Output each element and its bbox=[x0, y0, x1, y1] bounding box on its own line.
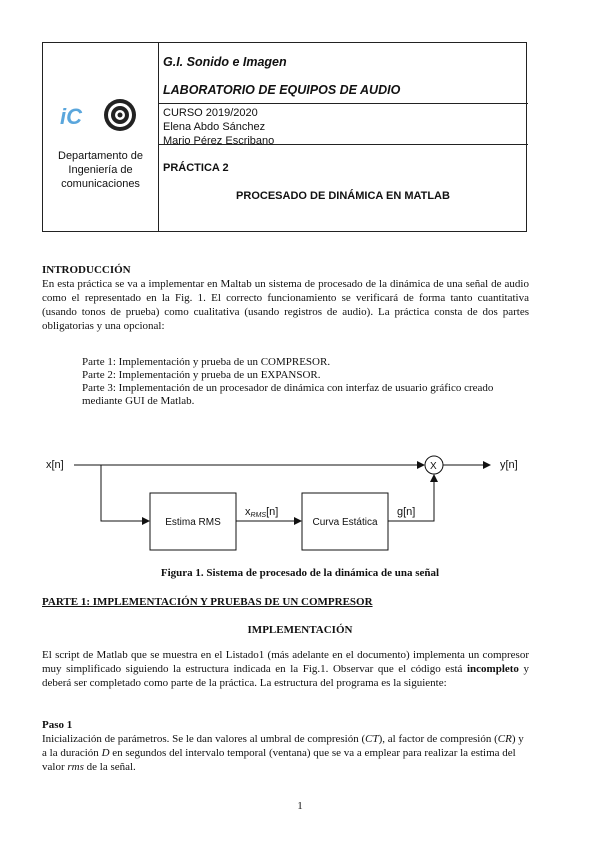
table-divider bbox=[158, 103, 528, 104]
intro-section bbox=[42, 263, 529, 333]
implementation-title: IMPLEMENTACIÓN bbox=[247, 624, 353, 636]
page-number: 1 bbox=[297, 800, 303, 812]
term-cr: CR bbox=[497, 733, 512, 745]
parts-list bbox=[82, 356, 529, 408]
branch-line bbox=[101, 465, 149, 521]
header-table bbox=[42, 42, 527, 232]
rms-signal-sub: RMS bbox=[250, 512, 267, 519]
paragraph-text: Inicialización de parámetros. Se le dan valores al umbral de compresión ( bbox=[42, 733, 366, 745]
input-label: x[n] bbox=[46, 459, 64, 471]
ic-logo-text: iC bbox=[60, 104, 82, 129]
rms-estimator-label: Estima RMS bbox=[165, 517, 221, 528]
list-item: Parte 3: Implementación de un procesador de dinámica con interfaz de usuario gráfico creado mediante GUI de Matlab. bbox=[82, 382, 494, 407]
term-rms: rms bbox=[67, 761, 84, 773]
author: Elena Abdo Sánchez bbox=[163, 121, 266, 133]
static-curve-label: Curva Estática bbox=[312, 517, 378, 528]
term-ct: CT bbox=[365, 733, 379, 745]
rms-signal-index: [n] bbox=[266, 506, 279, 518]
term-d: D bbox=[101, 747, 110, 759]
intro-paragraph: En esta práctica se va a implementar en Maltab un sistema de procesado de la dinámica de una señal de audio como el representado en la Fig. 1. El correcto funcionamiento se verificará de forma tanto cuantitativa (usando tonos de prueba) como cualitativa (usando registros de audio). La práctica consta de dos partes obligatorias y una opcional: bbox=[42, 278, 529, 332]
intro-heading: INTRODUCCIÓN bbox=[42, 264, 131, 276]
multiplier-symbol: X bbox=[430, 461, 437, 472]
course-info bbox=[163, 106, 274, 148]
paragraph-text: en segundos del intervalo temporal (ventana) que se va a emplear para realizar la estima del valor bbox=[42, 747, 516, 773]
gain-label: g[n] bbox=[397, 506, 416, 518]
practice-number: PRÁCTICA 2 bbox=[163, 162, 229, 174]
rms-signal-label bbox=[245, 506, 278, 519]
paragraph-text: ) y a la duración bbox=[42, 733, 524, 759]
paragraph-text: de la señal. bbox=[83, 761, 136, 773]
practice-title: PROCESADO DE DINÁMICA EN MATLAB bbox=[236, 190, 450, 202]
output-label: y[n] bbox=[500, 459, 518, 471]
author: Mario Pérez Escribano bbox=[163, 135, 275, 147]
block-diagram bbox=[0, 440, 600, 560]
rms-signal-base: x bbox=[245, 506, 251, 518]
group-name: G.I. Sonido e Imagen bbox=[163, 55, 287, 69]
figure-caption: Figura 1. Sistema de procesado de la dinámica de una señal bbox=[160, 567, 440, 579]
department-name: Departamento de Ingeniería de comunicaciones bbox=[58, 150, 143, 190]
paragraph-text: El script de Matlab que se muestra en el Listado1 (más adelante en el documento) implementa un compresor muy simplificado siguiendo la estructura indicada en la Fig.1. Observar que el código está bbox=[42, 649, 529, 675]
list-item: Parte 1: Implementación y prueba de un COMPRESOR. bbox=[82, 356, 331, 368]
list-item: Parte 2: Implementación y prueba de un EXPANSOR. bbox=[82, 369, 321, 381]
ic-logo bbox=[59, 103, 93, 129]
university-seal-icon bbox=[103, 98, 137, 132]
paragraph-text: ), al factor de compresión ( bbox=[378, 733, 498, 745]
course-year: CURSO 2019/2020 bbox=[163, 107, 258, 119]
lab-name: LABORATORIO DE EQUIPOS DE AUDIO bbox=[163, 83, 401, 97]
paragraph-text: y deberá ser completado como parte de la práctica. La estructura del programa es la siguiente: bbox=[42, 663, 530, 689]
table-divider bbox=[158, 43, 159, 231]
bold-term: incompleto bbox=[466, 663, 519, 675]
step1-heading: Paso 1 bbox=[42, 719, 73, 731]
part1-title: PARTE 1: IMPLEMENTACIÓN Y PRUEBAS DE UN COMPRESOR bbox=[42, 596, 373, 608]
part1-paragraph bbox=[42, 648, 529, 690]
step1-paragraph bbox=[42, 732, 529, 774]
step1-section bbox=[42, 718, 529, 774]
